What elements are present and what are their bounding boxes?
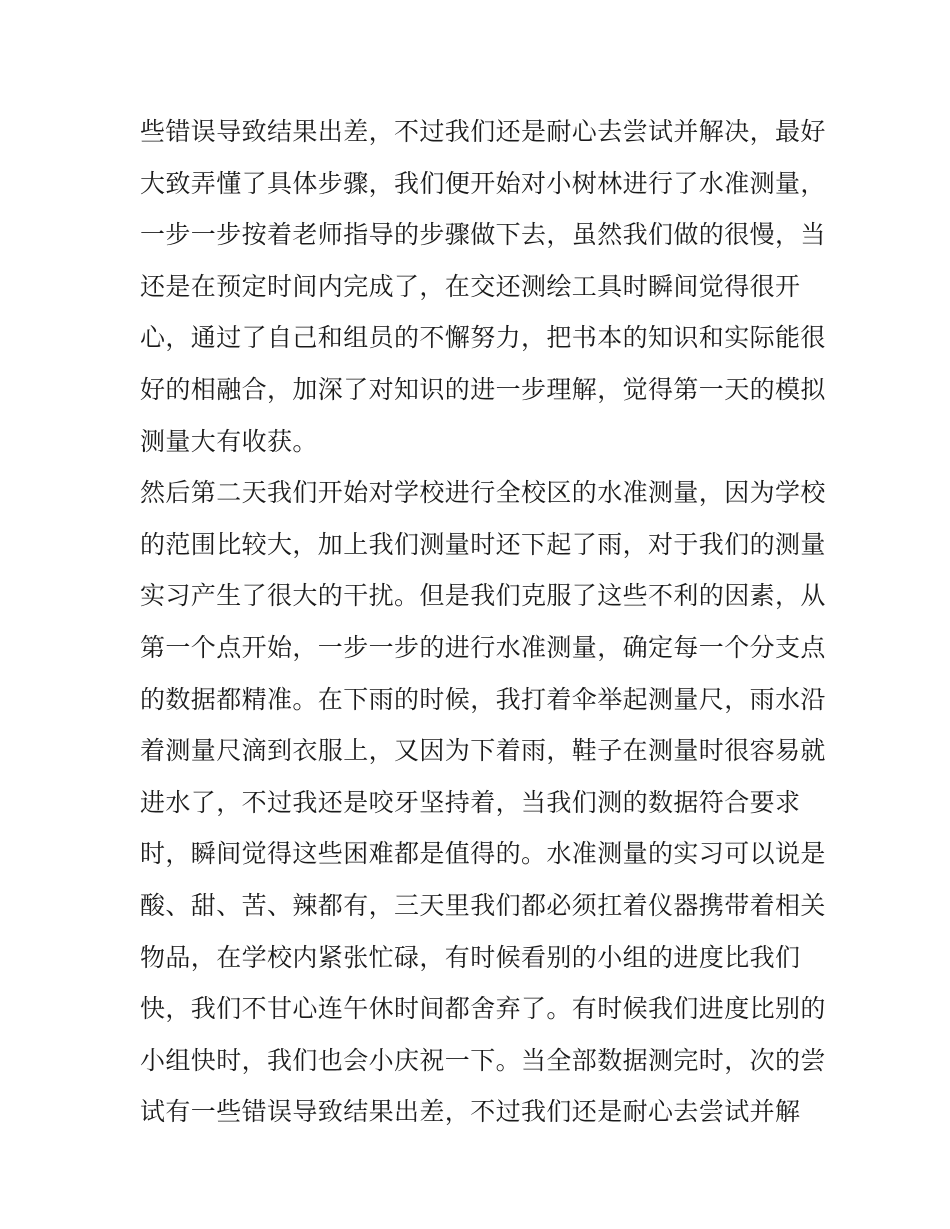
text-line: 小组快时，我们也会小庆祝一下。当全部数据测完时，次的尝 (140, 1045, 826, 1075)
text-line: 着测量尺滴到衣服上，又因为下着雨，鞋子在测量时很容易就 (140, 736, 826, 766)
text-line: 还是在预定时间内完成了，在交还测绘工具时瞬间觉得很开 (140, 271, 801, 301)
text-line: 实习产生了很大的干扰。但是我们克服了这些不利的因素，从 (140, 581, 826, 611)
text-line: 些错误导致结果出差，不过我们还是耐心去尝试并解决，最好 (140, 117, 826, 146)
text-line: 进水了，不过我还是咬牙坚持着，当我们测的数据符合要求 (140, 787, 801, 817)
text-line: 好的相融合，加深了对知识的进一步理解，觉得第一天的模拟 (140, 374, 826, 404)
text-line: 快，我们不甘心连午休时间都舍弃了。有时候我们进度比别的 (140, 994, 826, 1024)
text-line: 时，瞬间觉得这些困难都是值得的。水准测量的实习可以说是 (140, 839, 826, 869)
text-line: 试有一些错误导致结果出差，不过我们还是耐心去尝试并解 (140, 1097, 801, 1127)
text-line: 第一个点开始，一步一步的进行水准测量，确定每一个分支点 (140, 632, 826, 662)
text-line: 一步一步按着老师指导的步骤做下去，虽然我们做的很慢，当 (140, 220, 826, 250)
document-body (140, 106, 826, 1138)
text-line: 然后第二天我们开始对学校进行全校区的水准测量，因为学校 (140, 478, 826, 508)
text-line: 的数据都精准。在下雨的时候，我打着伞举起测量尺，雨水沿 (140, 684, 826, 714)
text-line: 的范围比较大，加上我们测量时还下起了雨，对于我们的测量 (140, 529, 826, 559)
text-line: 心，通过了自己和组员的不懈努力，把书本的知识和实际能很 (140, 323, 826, 353)
text-line: 酸、甜、苦、辣都有，三天里我们都必须扛着仪器携带着相关 (140, 890, 826, 920)
text-line: 大致弄懂了具体步骤，我们便开始对小树林进行了水准测量， (140, 168, 826, 198)
text-line: 测量大有收获。 (140, 426, 318, 456)
text-line: 物品，在学校内紧张忙碌，有时候看别的小组的进度比我们 (140, 942, 801, 972)
